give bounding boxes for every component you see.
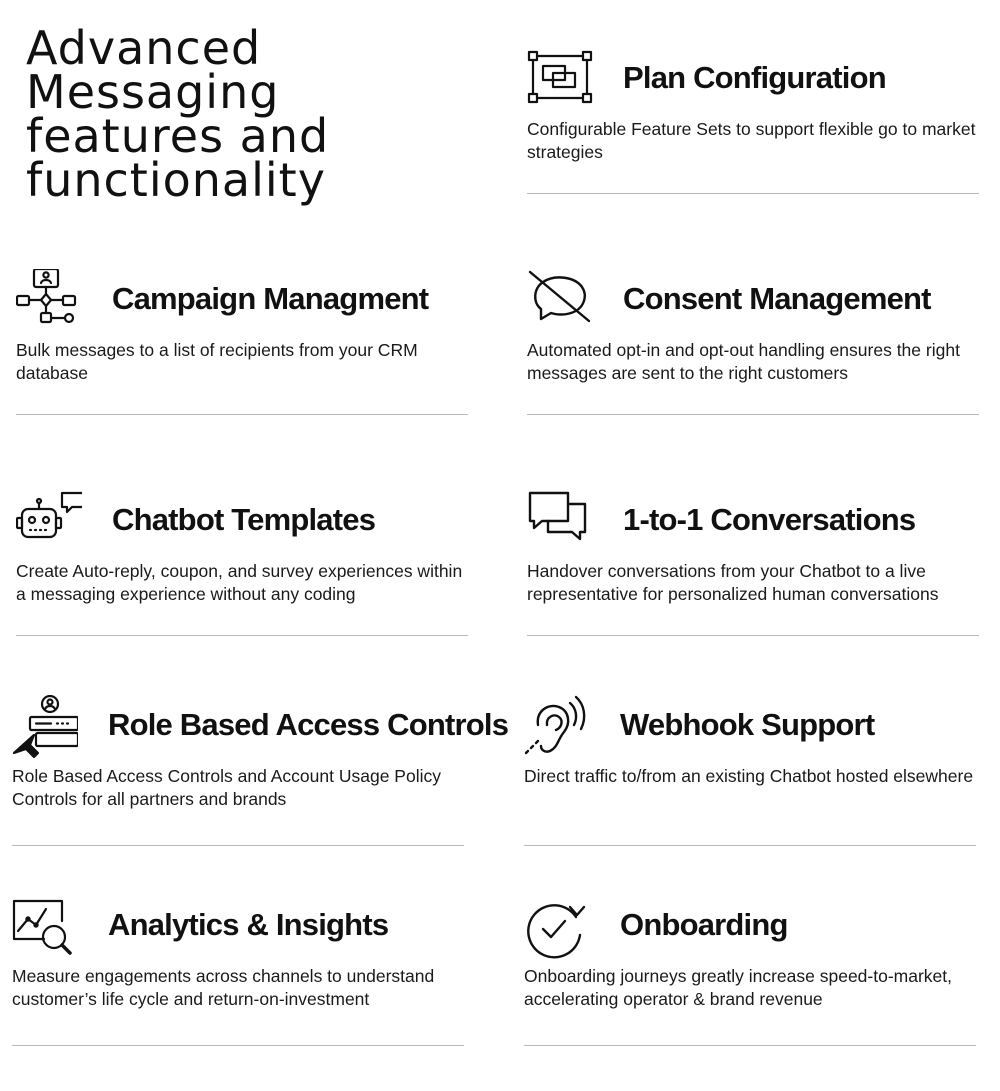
feature-title: Analytics & Insights (108, 907, 389, 942)
feature-description: Bulk messages to a list of recipients from your CRM database (16, 340, 418, 383)
chat-bubbles-icon (527, 490, 593, 556)
feature-description: Measure engagements across channels to understand customer’s life cycle and return-on-investment (12, 966, 435, 1009)
feature-card-plan-configuration (527, 48, 979, 244)
feature-title: Campaign Managment (112, 281, 429, 316)
feature-card-campaign-management (16, 269, 468, 465)
divider (527, 193, 979, 194)
feature-title: Plan Configuration (623, 60, 886, 95)
feature-title: Role Based Access Controls (108, 707, 509, 742)
divider (524, 1045, 976, 1046)
feature-description: Create Auto-reply, coupon, and survey experiences within a messaging experience without any coding (16, 561, 463, 604)
feature-card-webhook-support (524, 695, 976, 891)
workflow-icon (16, 269, 82, 335)
divider (527, 635, 979, 636)
feature-title: Webhook Support (620, 707, 875, 742)
feature-description: Configurable Feature Sets to support flexible go to market strategies (527, 119, 976, 162)
divider (16, 414, 468, 415)
divider (12, 1045, 464, 1046)
feature-description: Role Based Access Controls and Account Usage Policy Controls for all partners and brands (12, 766, 441, 809)
check-cycle-icon (524, 895, 590, 961)
robot-icon (16, 490, 82, 556)
feature-description: Direct traffic to/from an existing Chatbot hosted elsewhere (524, 766, 974, 786)
feature-description: Onboarding journeys greatly increase speed-to-market, accelerating operator & brand revenue (524, 966, 952, 1009)
feature-title: 1-to-1 Conversations (623, 502, 916, 537)
feature-card-role-based-access (12, 695, 509, 891)
feature-title: Onboarding (620, 907, 788, 942)
selection-frame-icon (527, 48, 593, 114)
feature-description: Handover conversations from your Chatbot to a live representative for personalized human conversations (527, 561, 939, 604)
ear-signal-icon (524, 695, 590, 761)
divider (527, 414, 979, 415)
divider (524, 845, 976, 846)
feature-title: Chatbot Templates (112, 502, 376, 537)
divider (16, 635, 468, 636)
no-message-icon (527, 269, 593, 335)
feature-card-consent-management (527, 269, 979, 465)
chart-magnifier-icon (12, 895, 78, 961)
login-cursor-icon (12, 695, 78, 761)
divider (12, 845, 464, 846)
feature-description: Automated opt-in and opt-out handling ensures the right messages are sent to the right customers (527, 340, 960, 383)
feature-card-analytics-insights (12, 895, 464, 1091)
feature-card-chatbot-templates (16, 490, 468, 686)
feature-title: Consent Management (623, 281, 931, 316)
feature-card-onboarding (524, 895, 976, 1091)
page-title: Advanced Messaging features and functionality (26, 21, 330, 207)
feature-card-conversations (527, 490, 979, 686)
